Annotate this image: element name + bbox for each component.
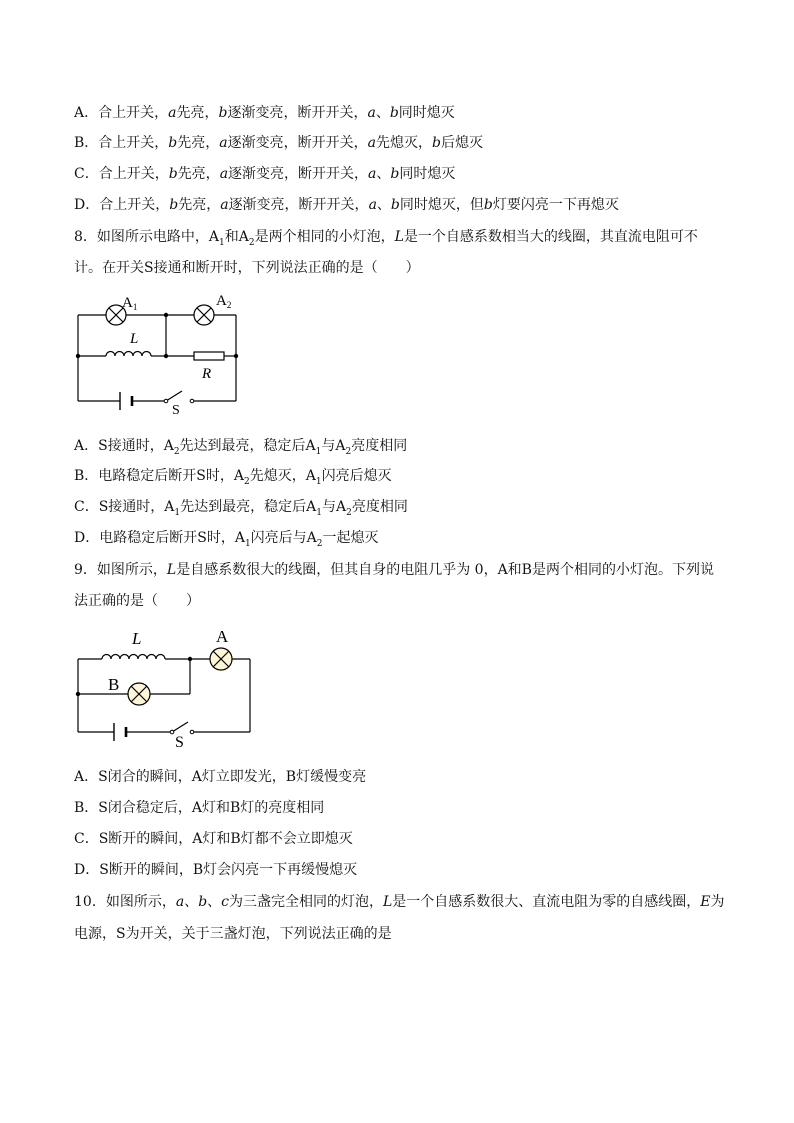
label-r: R <box>202 366 212 382</box>
q8-option-d: D．电路稳定后断开S时，$A_1$闪亮后与$A_2$一起熄灭 <box>74 530 379 549</box>
prev-option-b: B．合上开关，b先亮，a逐渐变亮，断开开关，a先熄灭，b后熄灭 <box>74 135 483 151</box>
q8-stem-line2: 计。在开关S接通和断开时，下列说法正确的是（ ） <box>74 260 420 276</box>
switch-s-icon <box>166 391 182 401</box>
resistor-r-icon <box>194 352 224 360</box>
q8-circuit-diagram <box>70 286 250 414</box>
prev-option-c: C．合上开关，b先亮，a逐渐变亮，断开开关，a、b同时熄灭 <box>74 166 456 182</box>
q8-option-b: B．电路稳定后断开S时，$A_2$先熄灭，$A_1$闪亮后熄灭 <box>74 468 392 487</box>
q9-option-d: D．S断开的瞬间，B灯会闪亮一下再缓慢熄灭 <box>74 862 358 878</box>
q8-option-c: C．S接通时，$A_1$先达到最亮，稳定后$A_1$与$A_2$亮度相同 <box>74 499 408 518</box>
label-a: A <box>216 627 229 646</box>
q9-option-c: C．S断开的瞬间，A灯和B灯都不会立即熄灭 <box>74 831 353 847</box>
label-b: B <box>108 675 120 694</box>
q9-circuit-diagram <box>70 622 260 750</box>
q8-option-a: A．S接通时，$A_2$先达到最亮，稳定后$A_1$与$A_2$亮度相同 <box>74 438 408 457</box>
switch-s-icon <box>172 722 188 732</box>
label-l: L <box>132 629 142 648</box>
q9-stem-line1: 9．如图所示，L是自感系数很大的线圈，但其自身的电阻几乎为 0，A和B是两个相同的小灯泡。下列说 <box>74 562 714 578</box>
q10-stem-line2: 电源，S为开关，关于三盏灯泡，下列说法正确的是 <box>74 926 392 942</box>
label-a1: $A_1$ <box>122 295 138 312</box>
inductor-l-icon <box>106 352 151 357</box>
q9-option-a: A．S闭合的瞬间，A灯立即发光，B灯缓慢变亮 <box>74 769 367 785</box>
q10-stem-line1: 10．如图所示，a、b、c为三盏完全相同的灯泡，L是一个自感系数很大、直流电阻为零的自感线圈，E为 <box>74 894 725 910</box>
q9-option-b: B．S闭合稳定后，A灯和B灯的亮度相同 <box>74 800 325 816</box>
q8-stem-line1: 8．如图所示电路中，$A_1$和$A_2$是两个相同的小灯泡，L是一个自感系数相当大的线圈，其直流电阻可不 <box>74 229 698 248</box>
q9-stem-line2: 法正确的是（ ） <box>74 593 200 609</box>
label-a2: $A_2$ <box>216 293 232 310</box>
label-s: S <box>172 403 180 414</box>
prev-option-d: D．合上开关，b先亮，a逐渐变亮，断开开关，a、b同时熄灭，但b灯要闪亮一下再熄灭 <box>74 197 619 213</box>
label-l: L <box>130 331 139 347</box>
inductor-l-icon <box>102 655 165 660</box>
label-s: S <box>175 734 184 750</box>
prev-option-a: A．合上开关，a先亮，b逐渐变亮，断开开关，a、b同时熄灭 <box>74 105 455 121</box>
